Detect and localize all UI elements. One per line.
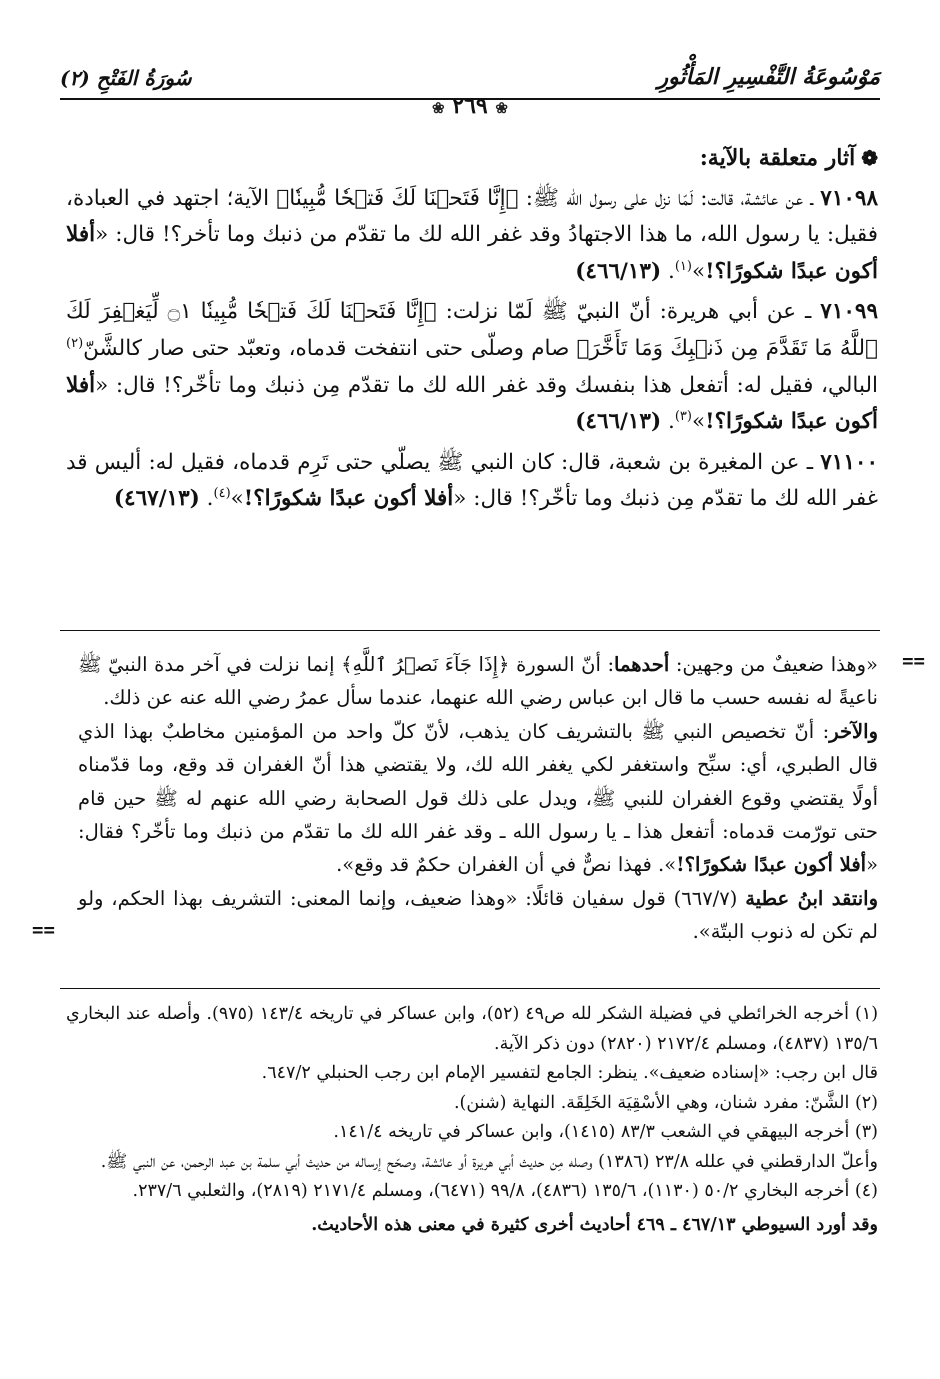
athar-entry: ٧١٠٩٨ ـ عن عائشة، قالت: لَمّا نزل على رسول الله ﷺ: ﴿إِنَّا فَتَحۡنَا لَكَ فَتۡحٗا مُّبِينٗا﴾ الآية؛ اجتهد في العبادة، فقيل: يا رسول الله، ما هذا الاجتهادُ وقد غفر الله لك ما تقدّم من ذنبك وما تأخر؟! قال: «أفلا أكون عبدًا شكورًا؟!»$^{(١)}$. (٤٦٦/١٣)	[66, 185, 879, 284]
footnotes	[66, 1000, 878, 1240]
flower-icon: ❁	[861, 146, 878, 170]
section-heading: ❁آثار متعلقة بالآية:	[699, 145, 878, 171]
main-text	[66, 140, 878, 518]
footnote: (٢) الشَّنّ: مفرد شنان، وهي الأسْقِيَة الخَلِقَة. النهاية (شنن).	[453, 1092, 878, 1113]
quran-verse: ﴿إِنَّا فَتَحۡنَا لَكَ فَتۡحٗا مُّبِينٗا﴾	[276, 185, 519, 211]
quran-verse: ﴿إِذَا جَآءَ نَصۡرُ ٱللَّهِ﴾	[341, 653, 510, 676]
footnote: (٣) أخرجه البيهقي في الشعب ٨٣/٣ (١٤١٥)، وابن عساكر في تاريخه ١٤١/٤.	[333, 1122, 878, 1142]
hadith-quote: أفلا أكون عبدًا شكورًا؟!	[66, 372, 878, 435]
book-title: مَوْسُوعَةُ التَّفْسِيرِ المَأْثُورِ	[657, 64, 880, 90]
commentary-paragraph: «وهذا ضعيفٌ من وجهين: أحدهما: أنّ السورة ﴿إِذَا جَآءَ نَصۡرُ ٱللَّهِ﴾ إنما نزلت في آخر مدة النبيّ ﷺ ناعيةً له نفسه حسب ما قال ابن عباس رضي الله عنهما، عندما سأل عمرُ رضي الله عنه عن ذلك.	[78, 653, 878, 710]
commentary-paragraph: والآخر: أنّ تخصيص النبي ﷺ بالتشريف كان يذهب، لأنّ كلّ واحد من المؤمنين مخاطبٌ بهذا الذي قال الطبري، أي: سبِّح واستغفر لكي يغفر الله لك، ولا يقتضي هذا أنّ الغفران قد وقع، وما قدّمناه أولًا يقتضي وقوع الغفران للنبي ﷺ، ويدل على ذلك قول الصحابة رضي الله عنهم له ﷺ حين قام حتى تورّمت قدماه: أتفعل هذا ـ يا رسول الله ـ وقد غفر الله لك ما تقدّم من ذنبك وما تأخّر؟ فقال: «أفلا أكون عبدًا شكورًا؟!». فهذا نصٌّ في أن الغفران حكمٌ قد وقع».	[78, 719, 878, 877]
commentary-continuation	[78, 648, 878, 949]
page-number-row	[0, 93, 940, 119]
ornament-icon: ❀	[432, 99, 445, 117]
footnote-ref: (٢)	[66, 335, 84, 351]
commentary-paragraph: وانتقد ابنُ عطية (٦٦٧/٧) قول سفيان قائلًا: «وهذا ضعيف، وإنما المعنى: التشريف بهذا الحكم، ولو لم تكن له ذنوب البتّة».	[78, 886, 879, 944]
footnote-ref: (٣)	[674, 409, 692, 424]
footnote: قال ابن رجب: «إسناده ضعيف». ينظر: الجامع لتفسير الإمام ابن رجب الحنبلي ٦٤٧/٢.	[261, 1063, 878, 1083]
footnote: (٤) أخرجه البخاري ٥٠/٢ (١١٣٠)، ١٣٥/٦ (٤٨٣٦)، ٩٩/٨ (٦٤٧١)، ومسلم ٢١٧١/٤ (٢٨١٩)، والثعلبي ٢٣٧/٦.	[132, 1181, 878, 1201]
footnote-ref: (٤)	[213, 486, 231, 502]
athar-entry: ٧١٠٩٩ ـ عن أبي هريرة: أنّ النبيّ ﷺ لَمّا نزلت: ﴿إِنَّا فَتَحۡنَا لَكَ فَتۡحٗا مُّبِينٗا ۝١ لِّيَغۡفِرَ لَكَ ٱللَّهُ مَا تَقَدَّمَ مِن ذَنۢبِكَ وَمَا تَأَخَّرَ﴾ صام وصلّى حتى انتفخت قدماه، وتعبّد حتى صار كالشَّنّ$^{(٢)}$ البالي، فقيل له: أتفعل هذا بنفسك وقد غفر الله لك ما تقدّم مِن ذنبك وما تأخّر؟! قال: «أفلا أكون عبدًا شكورًا؟!»$^{(٣)}$. (٤٦٦/١٣)	[66, 299, 879, 435]
continuation-marker-end: ==	[32, 919, 55, 941]
footnote-ref: (١)	[674, 258, 692, 274]
hadith-quote: أفلا أكون عبدًا شكورًا؟!	[66, 222, 878, 284]
quran-verse: ﴿إِنَّا فَتَحۡنَا لَكَ فَتۡحٗا مُّبِينٗا ۝١ لِّيَغۡفِرَ لَكَ ٱللَّهُ مَا تَقَدَّمَ مِن ذَنۢبِكَ وَمَا تَأَخَّرَ﴾	[66, 299, 878, 361]
ornament-icon: ❀	[495, 99, 508, 117]
footnote-divider	[60, 988, 880, 989]
athar-entry: ٧١١٠٠ ـ عن المغيرة بن شعبة، قال: كان النبي ﷺ يصلّي حتى تَرِم قدماه، فقيل له: أليس قد غفر الله لك ما تقدّم مِن ذنبك وما تأخّر؟! قال: «أفلا أكون عبدًا شكورًا؟!»$^{(٤)}$. (٤٦٧/١٣)	[66, 449, 878, 512]
source-ref: (٤٦٦/١٣)	[575, 258, 662, 284]
page-number: ٢٦٩	[452, 93, 488, 119]
continuation-marker: ==	[902, 650, 925, 672]
source-ref: (٤٦٧/١٣)	[113, 486, 200, 512]
entry-number: ٧١١٠٠	[820, 449, 878, 475]
section-divider	[60, 630, 880, 631]
footnote: وقد أورد السيوطي ٤٦٧/١٣ ـ ٤٦٩ أحاديث أخرى كثيرة في معنى هذه الأحاديث.	[311, 1214, 878, 1235]
surah-label: سُورَةُ الفَتْحِ (٢)	[60, 66, 192, 90]
footnote: (١) أخرجه الخرائطي في فضيلة الشكر لله ص٤٩ (٥٢)، وابن عساكر في تاريخه ١٤٣/٤ (٩٧٥). وأصله عند البخاري ١٣٥/٦ (٤٨٣٧)، ومسلم ٢١٧٢/٤ (٢٨٢٠) دون ذكر الآية.	[66, 1004, 879, 1054]
source-ref: (٤٦٦/١٣)	[575, 409, 662, 435]
footnote: وأعلّ الدارقطني في علله ٢٣/٨ (١٣٨٦) وصله مِن حديث أبي هريرة أو عائشة، وصحّح إرساله من حديث أبي سلمة بن عبد الرحمن، عن النبي ﷺ.	[100, 1151, 878, 1172]
hadith-quote: أفلا أكون عبدًا شكورًا؟!	[243, 486, 454, 512]
entry-number: ٧١٠٩٩	[820, 299, 879, 325]
entry-number: ٧١٠٩٨	[820, 185, 879, 211]
